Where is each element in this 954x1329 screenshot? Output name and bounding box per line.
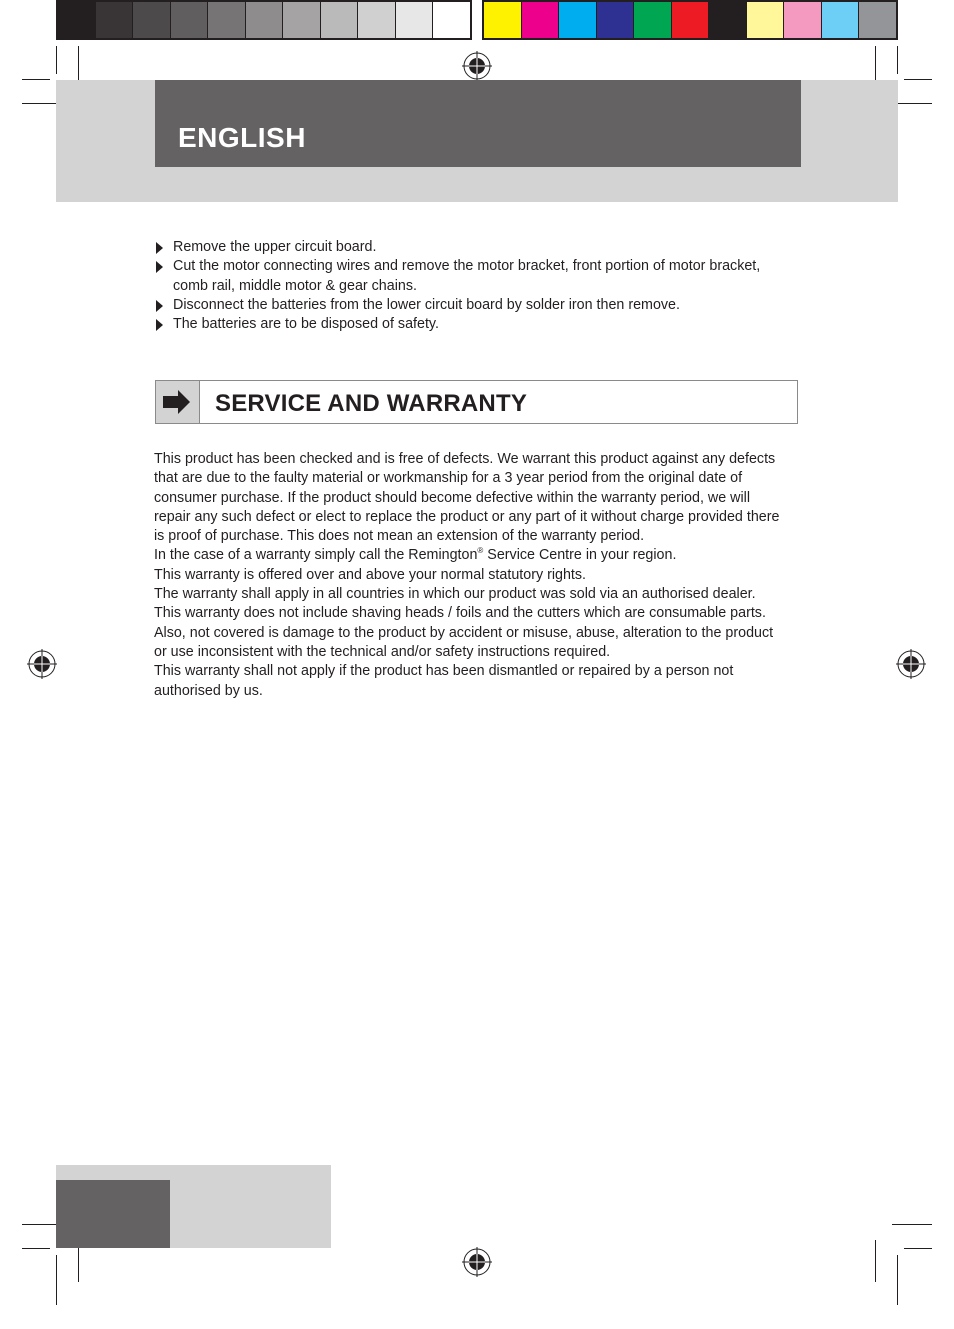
warranty-paragraph: This warranty is offered over and above your normal statutory rights. — [154, 566, 587, 583]
list-item — [154, 315, 784, 334]
process-color-swatch — [559, 2, 596, 38]
warranty-text-segment: Service Centre in your region. — [483, 547, 677, 564]
grayscale-swatch — [396, 2, 433, 38]
process-color-swatch — [784, 2, 821, 38]
warranty-paragraph: This product has been checked and is free of defects. We warrant this product against any defects that are due to the faulty material or workmanship for a 3 year period from the original date of consumer purchase. If the product should become defective within the warranty period, we will repair any such defect or elect to replace the product or any part of it without charge provided there is proof of purchase. This does not mean an extension of the warranty period. — [154, 451, 780, 545]
registration-mark-left-icon — [27, 649, 57, 679]
process-color-swatch — [672, 2, 709, 38]
triangle-bullet-icon — [156, 300, 163, 312]
triangle-bullet-icon — [156, 319, 163, 331]
grayscale-swatch — [433, 2, 470, 38]
warranty-paragraph: The warranty shall apply in all countries in which our product was sold via an authorised dealer. — [154, 586, 756, 603]
warranty-paragraph: This warranty shall not apply if the product has been dismantled or repaired by a person not authorised by us. — [154, 663, 734, 699]
grayscale-swatch — [358, 2, 395, 38]
process-color-swatch — [597, 2, 634, 38]
arrow-right-icon — [156, 381, 199, 423]
list-item-text: Disconnect the batteries from the lower circuit board by solder iron then remove. — [173, 296, 680, 313]
registration-mark-right-icon — [896, 649, 926, 679]
list-item — [154, 296, 784, 315]
list-item-text: Cut the motor connecting wires and remove the motor bracket, front portion of motor bracket, comb rail, middle motor & gear chains. — [173, 258, 761, 294]
grayscale-swatch — [283, 2, 320, 38]
process-color-bar — [482, 0, 898, 40]
triangle-bullet-icon — [156, 242, 163, 254]
list-item — [154, 238, 784, 257]
section-icon-cell — [156, 381, 200, 423]
registration-mark-top-icon — [462, 51, 492, 81]
grayscale-swatch — [133, 2, 170, 38]
disposal-steps-list — [154, 238, 784, 334]
registration-mark-bottom-icon — [462, 1247, 492, 1277]
page-number-block — [56, 1180, 170, 1248]
list-item-text: The batteries are to be disposed of safety. — [173, 316, 439, 333]
crop-mark-top-right-h2 — [904, 79, 932, 80]
grayscale-swatch — [208, 2, 245, 38]
grayscale-swatch — [171, 2, 208, 38]
process-color-swatch — [822, 2, 859, 38]
warranty-text — [154, 450, 784, 701]
crop-mark-top-left-h2 — [22, 79, 50, 80]
grayscale-swatch — [58, 2, 95, 38]
process-color-swatch — [859, 2, 896, 38]
process-color-swatch — [747, 2, 784, 38]
process-color-swatch — [709, 2, 746, 38]
grayscale-color-bar — [56, 0, 472, 40]
crop-mark-bottom-right-h — [892, 1224, 932, 1225]
grayscale-swatch — [96, 2, 133, 38]
crop-mark-bottom-left-h2 — [22, 1248, 50, 1249]
registered-mark: ® — [477, 546, 484, 556]
process-color-swatch — [634, 2, 671, 38]
crop-mark-bottom-left-v2 — [56, 1255, 57, 1305]
grayscale-swatch — [246, 2, 283, 38]
process-color-swatch — [484, 2, 521, 38]
section-heading-box — [155, 380, 798, 424]
grayscale-swatch — [321, 2, 358, 38]
warranty-text-segment: In the case of a warranty simply call the Remington — [154, 547, 478, 564]
list-item — [154, 257, 784, 296]
list-item-text: Remove the upper circuit board. — [173, 239, 377, 255]
section-title: SERVICE AND WARRANTY — [215, 390, 528, 417]
warranty-paragraph: This warranty does not include shaving heads / foils and the cutters which are consumable parts. Also, not covered is damage to the product by accident or misuse, abuse, alteration to the product or use inconsistent with the technical and/or safety instructions required. — [154, 605, 774, 660]
crop-mark-bottom-right-v2 — [897, 1255, 898, 1305]
crop-mark-bottom-right-v — [875, 1240, 876, 1282]
warranty-paragraph — [154, 546, 784, 565]
process-color-swatch — [522, 2, 559, 38]
page-language-title: ENGLISH — [178, 122, 306, 153]
crop-mark-bottom-right-h2 — [904, 1248, 932, 1249]
triangle-bullet-icon — [156, 261, 163, 273]
crop-mark-top-left-v2 — [56, 46, 57, 74]
crop-mark-top-right-v2 — [897, 46, 898, 74]
